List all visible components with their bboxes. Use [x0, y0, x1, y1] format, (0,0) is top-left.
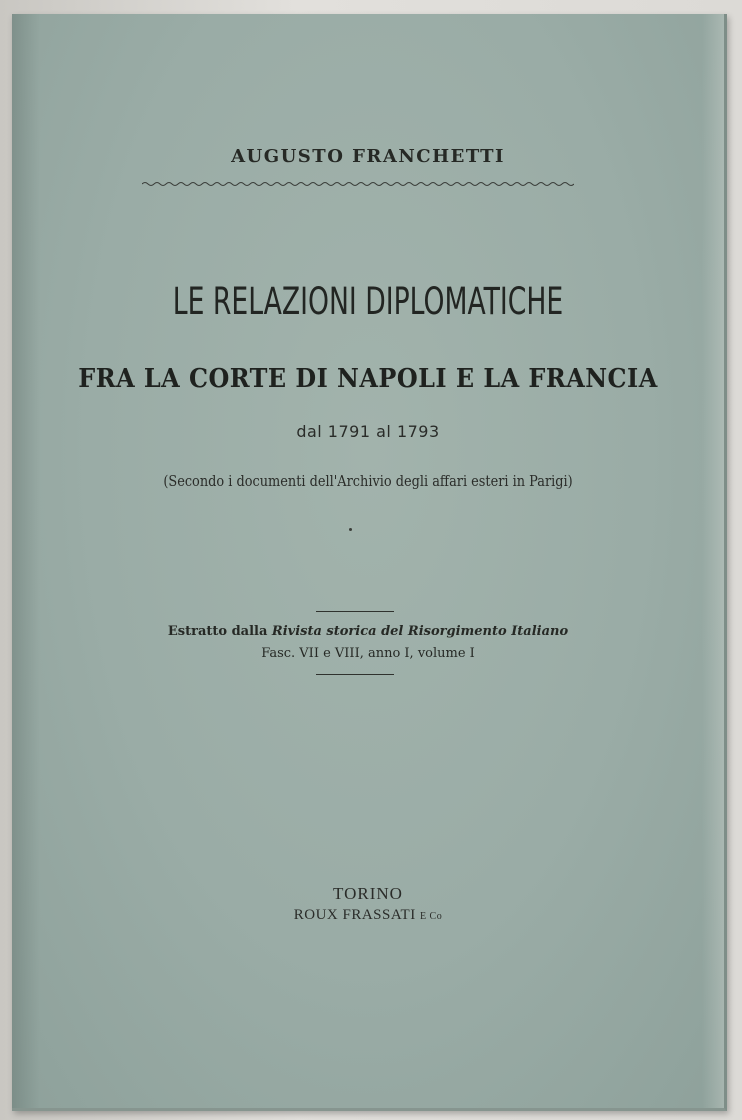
publisher-suffix: E Co: [419, 911, 443, 922]
author-name: AUGUSTO FRANCHETTI: [231, 146, 505, 167]
ornamental-wavy-rule: [142, 180, 574, 188]
extract-label: Estratto dalla: [167, 624, 272, 639]
journal-name: Rivista storica del Risorgimento Italiano: [271, 624, 569, 639]
divider-bottom: [316, 674, 394, 675]
publisher-main: ROUX FRASSATI: [293, 907, 416, 923]
ornament-dot: [349, 528, 352, 531]
pamphlet-cover: [12, 14, 727, 1111]
publisher-name: [12, 907, 724, 924]
title-line-2: FRA LA CORTE DI NAPOLI E LA FRANCIA: [78, 364, 658, 394]
title-line-1: LE RELAZIONI DIPLOMATICHE: [172, 280, 564, 323]
divider-top: [316, 611, 394, 612]
date-range: dal 1791 al 1793: [296, 422, 440, 441]
subtitle: (Secondo i documenti dell'Archivio degli affari esteri in Parigi): [163, 472, 573, 490]
issue-info: Fasc. VII e VIII, anno I, volume I: [261, 646, 475, 661]
extract-note: [12, 624, 724, 639]
publication-city: TORINO: [333, 884, 403, 903]
